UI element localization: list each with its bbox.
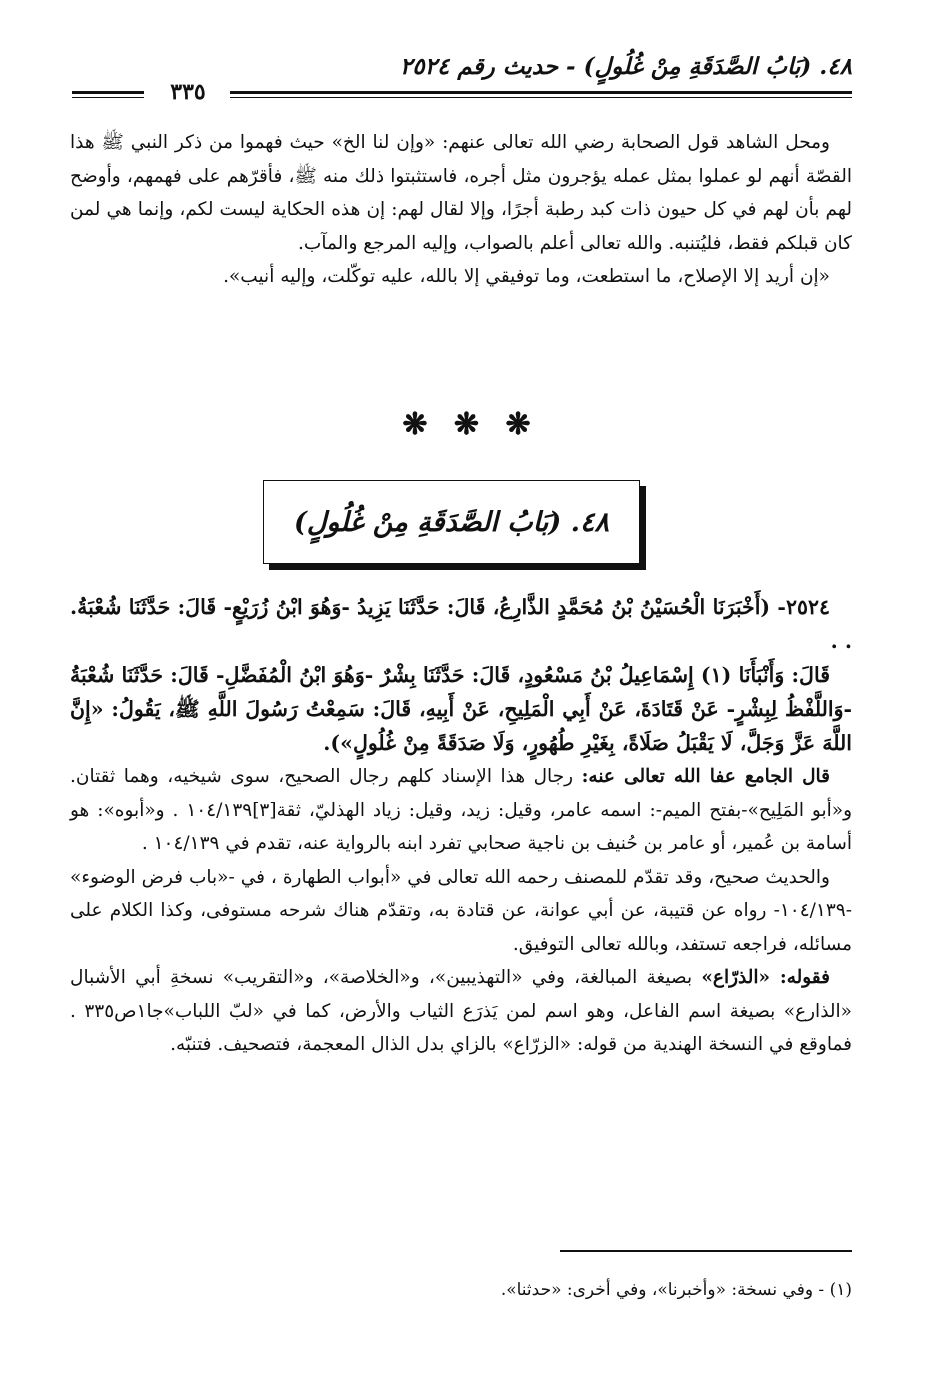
intro-text [70,126,852,294]
page-number: ٣٣٥ [170,79,206,105]
running-title: ٤٨. (بَابُ الصَّدَقَةِ مِنْ غُلُولٍ) - حديث رقم ٢٥٢٤ [399,53,852,80]
intro-paragraph: ومحل الشاهد قول الصحابة رضي الله تعالى عنهم: «وإن لنا الخ» حيث فهموا من ذكر النبي ﷺ هذا القصّة أنهم لو عملوا بمثل عمله يؤجرون مثل أجره، فاستثبتوا ذلك منه ﷺ، فأقرّهم على فهمهم، وأوضح لهم بأن لهم في كل حيون ذات كبد رطبة أجرًا، وإلا لقال لهم: إن هذه الحكاية ليست لكم، وإنما هي لمن كان قبلكم فقط، فليُتنبه. والله تعالى أعلم بالصواب، وإليه المرجع والمآب. [70,132,852,254]
commentary-paragraph [70,760,852,861]
hadith-matn-paragraph: قَالَ: وَأَنْبَأَنَا (١) إِسْمَاعِيلُ بْنُ مَسْعُودٍ، قَالَ: حَدَّثَنَا بِشْرٌ -وَهُوَ ابْنُ الْمُفَضَّلِ- قَالَ: حَدَّثَنَا شُعْبَةُ -وَاللَّفْظُ لِبِشْرٍ- عَنْ قَتَادَةَ، عَنْ أَبِي الْمَلِيحِ، عَنْ أَبِيهِ، قَالَ: سَمِعْتُ رَسُولَ اللَّهِ ﷺ، يَقُولُ: «إِنَّ اللَّهَ عَزَّ وَجَلَّ، لَا يَقْبَلُ صَلَاةً، بِغَيْرِ طُهُورٍ، وَلَا صَدَقَةً مِنْ غُلُولٍ»). [70,663,852,755]
commentary-body: رجال هذا الإسناد كلهم رجال الصحيح، سوى شيخيه، وهما ثقتان. و«أبو المَلِيح»-بفتح الميم-: اسمه عامر، وقيل: زيد، وقيل: زياد الهذليّ، ثقة[٣]١٠٤/١٣٩ . و«أبوه»: هو أسامة بن عُمير، أو عامر بن حُنيف بن ناجية صحابي تفرد ابنه بالرواية عنه، تقدم في ١٠٤/١٣٩ . [70,766,852,854]
chapter-title: ٤٨. (بَابُ الصَّدَقَةِ مِنْ غُلُولٍ) [293,506,610,538]
intro-quote-paragraph: «إن أريد إلا الإصلاح، ما استطعت، وما توفيقي إلا بالله، عليه توكّلت، وإليه أنيب». [223,266,830,287]
commentary-text [70,760,852,1062]
commentary-term: فقوله: «الذرّاع» [701,967,831,988]
commentary-paragraph-3 [70,961,852,1062]
chapter-heading-box [263,480,640,564]
commentary-term-body: بصيغة المبالغة، وفي «التهذيبين»، و«الخلاصة»، و«التقريب» نسخةِ أبي الأشبال «الذارع» بصيغة اسم الفاعل، وهو اسم لمن يَذرَع الثياب والأرض، كما في «لبّ اللباب»جا١ص٣٣٥ . فماوقع في النسخة الهندية من قوله: «الزرّاع» بالزاي بدل الذال المعجمة، فتصحيف. فتنبّه. [70,967,852,1055]
hadith-chain-paragraph: ٢٥٢٤- (أَخْبَرَنَا الْحُسَيْنُ بْنُ مُحَمَّدٍ الذَّارِعُ، قَالَ: حَدَّثَنَا يَزِيدُ -وَهُوَ ابْنُ زُرَيْعٍ- قَالَ: حَدَّثَنَا شُعْبَةُ. . . [70,595,852,653]
section-separator: ❋ ❋ ❋ [402,407,539,442]
commentary-lead: قال الجامع عفا الله تعالى عنه: [581,766,830,787]
footnote-rule [560,1250,852,1252]
header-rule-short [72,91,144,98]
hadith-text [70,590,852,760]
footnote: (١) - وفي نسخة: «وأخبرنا»، وفي أخرى: «حدثنا». [500,1280,852,1300]
commentary-paragraph-2: والحديث صحيح، وقد تقدّم للمصنف رحمه الله تعالى في «أبواب الطهارة ، في -«باب فرض الوضوء» -١٠٤/١٣٩- رواه عن قتيبة، عن أبي عوانة، عن قتادة به، وتقدّم هناك شرحه مستوفى، وكذا الكلام على مسائله، فراجعه تستفد، وبالله تعالى التوفيق. [70,866,852,955]
header-rule [230,91,852,98]
